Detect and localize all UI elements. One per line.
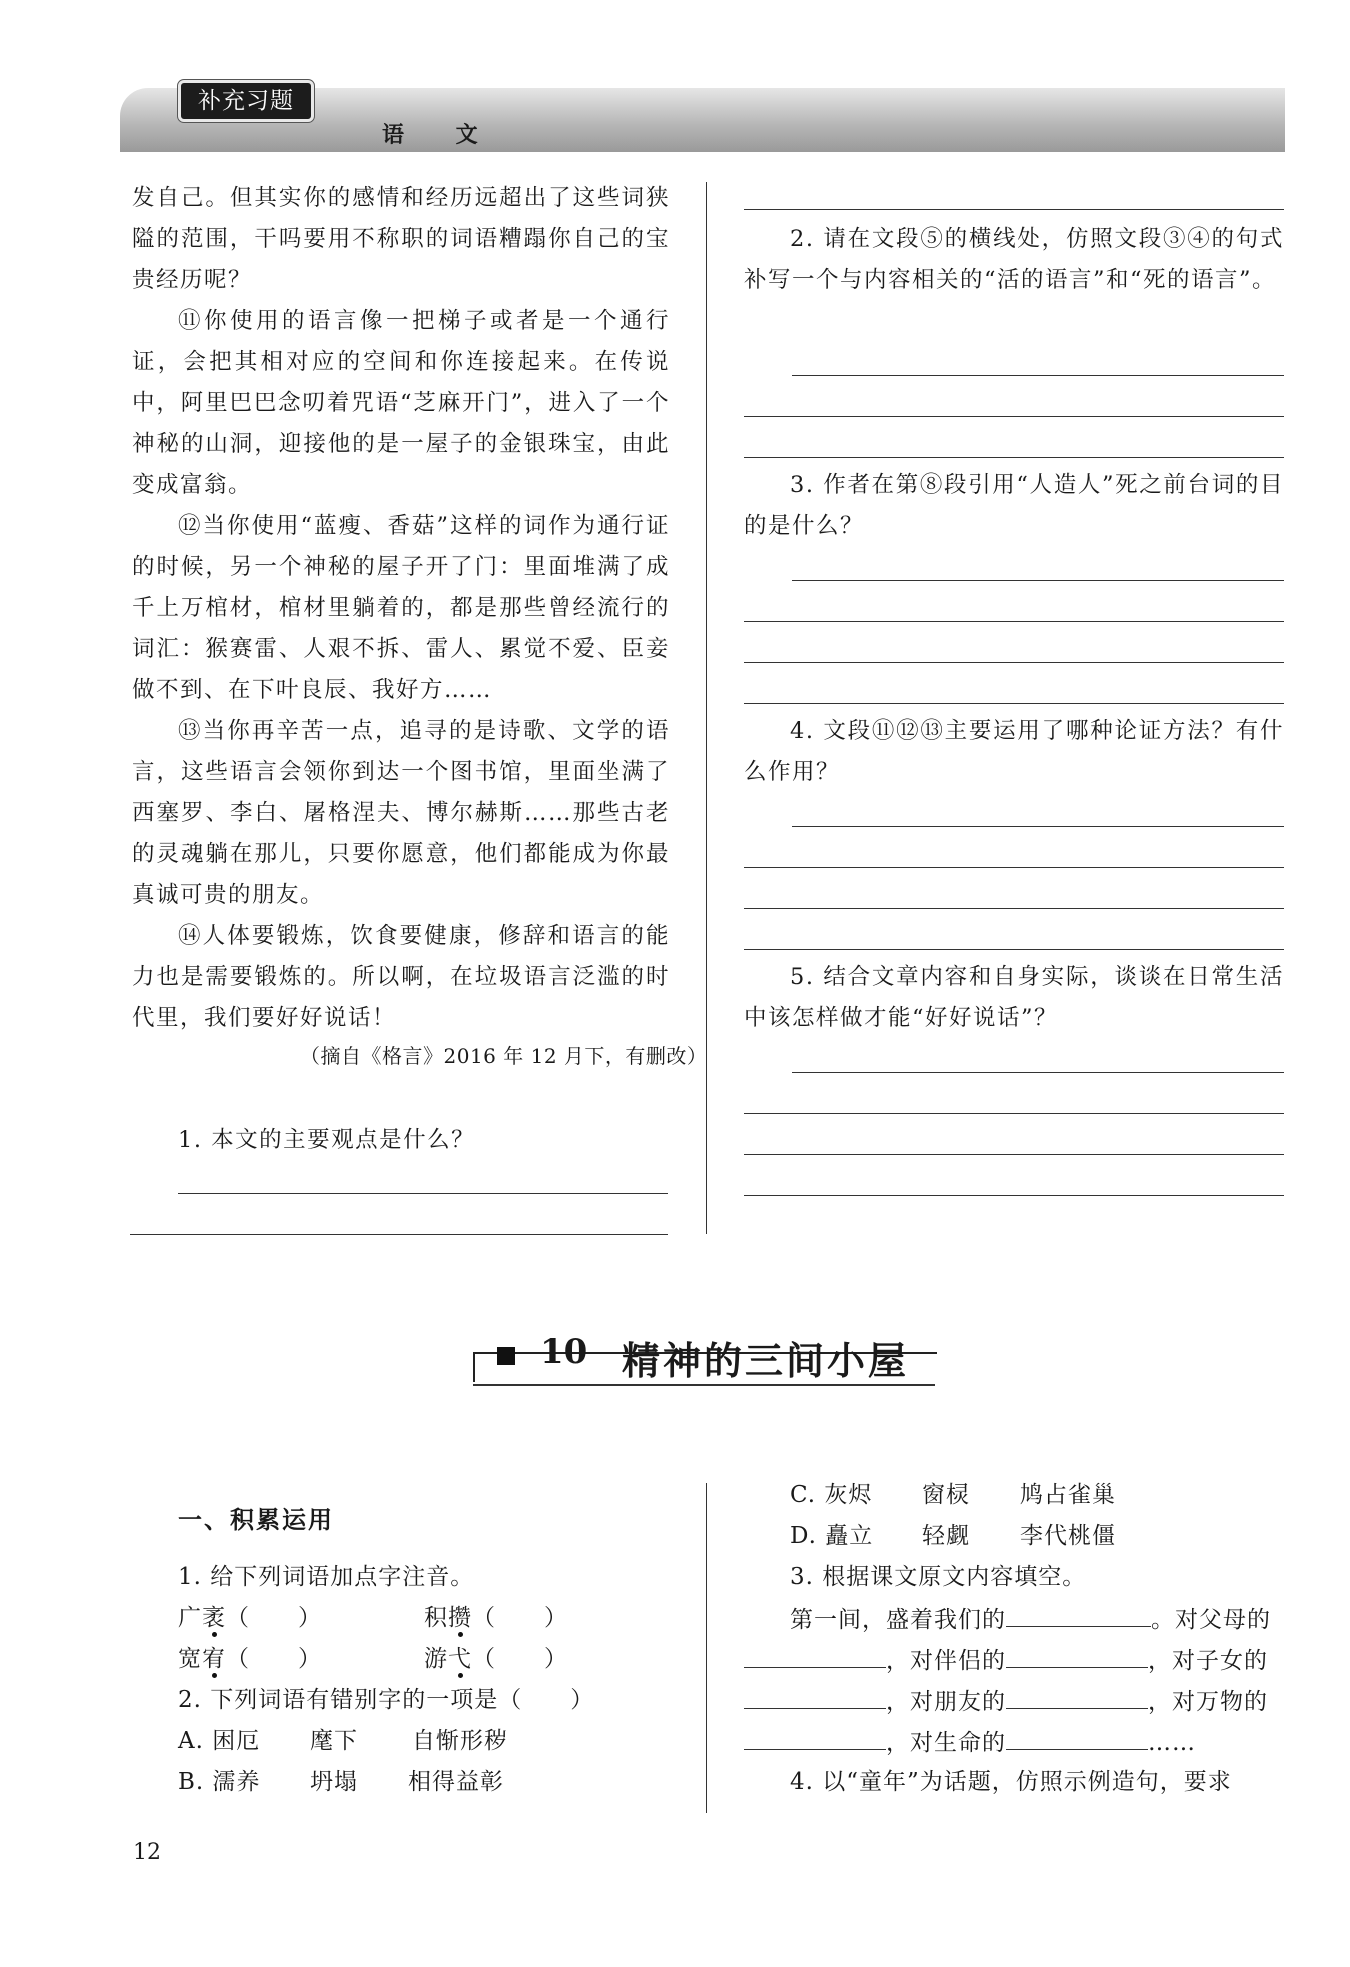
option-d: D. 矗立 (790, 1523, 874, 1549)
pinyin-item: 积攒（ ） (424, 1605, 568, 1631)
question-2: 2. 请在文段⑤的横线处，仿照文段③④的句式补写一个与内容相关的“活的语言”和“死的语言”。 (744, 226, 1284, 293)
column-divider (706, 1483, 707, 1813)
question-5: 5. 结合文章内容和自身实际，谈谈在日常生活中该怎样做才能“好好说话”？ (744, 964, 1284, 1031)
option-c-word-2: 窗棂 (922, 1482, 970, 1508)
part-one-heading: 一、积累运用 (178, 1506, 334, 1534)
subject-label: 语 文 (382, 122, 500, 148)
lesson-title: 精神的三间小屋 (622, 1338, 910, 1383)
answer-line (744, 416, 1284, 417)
question-1: 1. 本文的主要观点是什么？ (178, 1127, 476, 1153)
option-c: C. 灰烬 (790, 1482, 873, 1508)
supplementary-exercises-tag: 补充习题 (178, 80, 314, 122)
answer-line (744, 621, 1284, 622)
answer-line (744, 457, 1284, 458)
answer-line (744, 867, 1284, 868)
answer-line (744, 209, 1284, 210)
answer-line (744, 949, 1284, 950)
answer-line (744, 703, 1284, 704)
answer-line (178, 1193, 668, 1194)
pinyin-item: 广袤（ ） (178, 1605, 322, 1631)
option-b-word-2: 坍塌 (310, 1769, 358, 1795)
answer-line (792, 1072, 1284, 1073)
fill-line-3: ，对朋友的 ，对万物的 (744, 1680, 1268, 1723)
pinyin-item: 游弋（ ） (424, 1646, 568, 1672)
option-a-word-2: 麾下 (310, 1728, 358, 1754)
option-d-word-2: 轻觑 (922, 1523, 970, 1549)
paragraph-14: ⑭人体要锻炼，饮食要健康，修辞和语言的能力也是需要锻炼的。所以啊，在垃圾语言泛滥的时代里，我们要好好说话！ (132, 923, 670, 1031)
answer-line (792, 826, 1284, 827)
column-divider (706, 182, 707, 1234)
paragraph-13: ⑬当你再辛苦一点，追寻的是诗歌、文学的语言，这些语言会领你到达一个图书馆，里面坐满了西塞罗、李白、屠格涅夫、博尔赫斯……那些古老的灵魂躺在那儿，只要你愿意，他们都能成为你最真诚可贵的朋友。 (132, 718, 670, 908)
question-4-sentence: 4. 以“童年”为话题，仿照示例造句，要求 (790, 1769, 1232, 1795)
option-d-word-3: 李代桃僵 (1020, 1523, 1116, 1549)
answer-line (744, 908, 1284, 909)
answer-line (792, 375, 1284, 376)
fill-line-1: 第一间，盛着我们的 。对父母的 (790, 1598, 1271, 1641)
question-3-fill: 3. 根据课文原文内容填空。 (790, 1564, 1087, 1590)
answer-line (744, 1154, 1284, 1155)
page-number: 12 (133, 1840, 161, 1865)
source-citation: （摘自《格言》2016 年 12 月下，有删改） (300, 1044, 708, 1068)
fill-line-4: ，对生命的 …… (744, 1721, 1196, 1764)
option-a: A. 困厄 (178, 1728, 261, 1754)
answer-line (744, 662, 1284, 663)
option-b: B. 濡养 (178, 1769, 261, 1795)
title-square-icon (497, 1347, 515, 1365)
answer-line (792, 580, 1284, 581)
dotted-character: 攒 (448, 1605, 472, 1631)
question-1-pinyin: 1. 给下列词语加点字注音。 (178, 1564, 475, 1590)
fill-line-2: ，对伴侣的 ，对子女的 (744, 1639, 1268, 1682)
answer-line (744, 1195, 1284, 1196)
paragraph-12: ⑫当你使用“蓝瘦、香菇”这样的词作为通行证的时候，另一个神秘的屋子开了门：里面堆满了成千上万棺材，棺材里躺着的，都是那些曾经流行的词汇：猴赛雷、人艰不拆、雷人、累觉不爱、臣妾做不到、在下叶良辰、我好方…… (132, 513, 670, 703)
option-c-word-3: 鸠占雀巢 (1020, 1482, 1116, 1508)
pinyin-item: 宽宥（ ） (178, 1646, 322, 1672)
dotted-character: 袤 (202, 1605, 226, 1631)
question-3: 3. 作者在第⑧段引用“人造人”死之前台词的目的是什么？ (744, 472, 1284, 539)
title-underline (473, 1384, 935, 1386)
question-2-typos: 2. 下列词语有错别字的一项是（ ） (178, 1687, 595, 1713)
dotted-character: 宥 (202, 1646, 226, 1672)
answer-line (744, 1113, 1284, 1114)
option-a-word-3: 自惭形秽 (412, 1728, 508, 1754)
option-b-word-3: 相得益彰 (408, 1769, 504, 1795)
dotted-character: 弋 (448, 1646, 472, 1672)
paragraph-11: ⑪你使用的语言像一把梯子或者是一个通行证，会把其相对应的空间和你连接起来。在传说中，阿里巴巴念叨着咒语“芝麻开门”，进入了一个神秘的山洞，迎接他的是一屋子的金银珠宝，由此变成富翁。 (132, 308, 670, 498)
question-4: 4. 文段⑪⑫⑬主要运用了哪种论证方法？有什么作用？ (744, 718, 1284, 785)
answer-line (130, 1234, 668, 1235)
left-paragraph-continued: 发自己。但其实你的感情和经历远超出了这些词狭隘的范围，干吗要用不称职的词语糟蹋你自己的宝贵经历呢？ (132, 185, 670, 293)
lesson-number: 10 (540, 1332, 588, 1372)
